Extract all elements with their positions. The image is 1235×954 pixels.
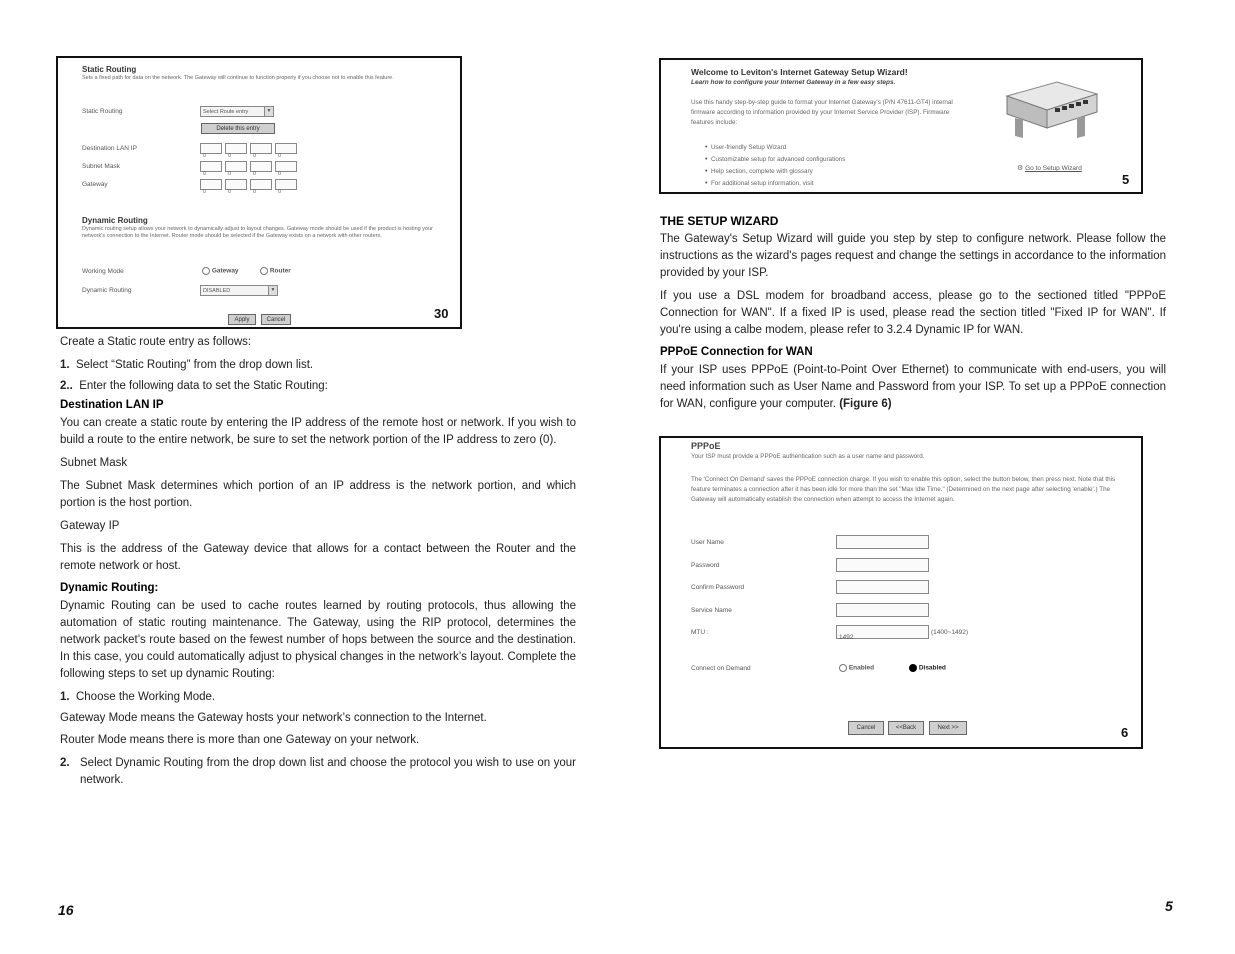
- gateway-label: Gateway: [82, 181, 108, 188]
- dynamic-routing-desc: Dynamic routing setup allows your network to dynamically adjust to layout changes. Gateway mode should be used if the product is hosting your network's connection to the Internet. Router mode should be selected if the Gateway exists on a network with other routers.: [82, 226, 433, 239]
- left-step-1: [60, 357, 576, 374]
- dynamic-routing-text: Dynamic Routing can be used to cache routes learned by routing protocols, thus allowing the automation of static routing maintenance. The Gateway, using the RIP protocol, determines the network packet’s route based on the fewest number of hops between the source and the destination. In this case, you could automatically adjust to physical changes in the network’s layout. Complete the following steps to set up dynamic Routing:: [60, 600, 576, 680]
- gateway-octet-2[interactable]: 0: [225, 179, 247, 190]
- step-number: 2..: [60, 380, 73, 392]
- next-button[interactable]: Next >>: [929, 721, 967, 735]
- setup-wizard-p2: If you use a DSL modem for broadband access, please go to the sectioned titled "PPPoE Connection for WAN". If a fixed IP is used, please read the section titled "Fixed IP for WAN". If you're using a calbe modem, please refer to 3.2.4 Dynamic IP for WAN.: [660, 290, 1166, 336]
- password-label: Password: [691, 562, 720, 569]
- wizard-bullet-2: • Customizable setup for advanced configurations: [705, 156, 846, 163]
- static-routing-select[interactable]: Select Route entry ▼: [200, 106, 274, 117]
- password-input[interactable]: [836, 558, 929, 572]
- dynamic-routing-label: Dynamic Routing: [82, 287, 132, 294]
- subnet-mask-heading: Subnet Mask: [60, 457, 128, 469]
- gateway-radio[interactable]: Gateway: [202, 267, 239, 275]
- wizard-bullet-3: • Help section, complete with glossary: [705, 168, 813, 175]
- dynamic-routing-heading: Dynamic Routing:: [60, 582, 159, 594]
- destination-text: You can create a static route by entering the IP address of the remote host or network. If you wish to build a route to the entire network, be sure to set the network portion of the IP address to zero (0).: [60, 417, 576, 446]
- static-routing-title: Static Routing: [82, 65, 137, 74]
- step-text: Enter the following data to set the Static Routing:: [79, 380, 328, 392]
- pppoe-text: If your ISP uses PPPoE (Point-to-Point Over Ethernet) to communicate with end-users, you will need information such as User Name and Password from your ISP. To set up a PPPoE connection for WAN, configure your computer. (Figure 6): [660, 364, 1166, 410]
- pppoe-title: PPPoE: [691, 441, 721, 451]
- step-text: Select “Static Routing” from the drop down list.: [75, 359, 314, 371]
- dynamic-routing-title: Dynamic Routing: [82, 216, 148, 225]
- left-intro: Create a Static route entry as follows:: [60, 336, 252, 348]
- mask-octet-2[interactable]: 0: [225, 161, 247, 172]
- figure-6-screenshot: [659, 436, 1143, 749]
- figure-5-screenshot: [659, 58, 1143, 194]
- mask-octet-3[interactable]: 0: [250, 161, 272, 172]
- pppoe-desc-1: Your ISP must provide a PPPoE authentication such as a user name and password.: [691, 453, 925, 460]
- subnet-mask-label: Subnet Mask: [82, 163, 120, 170]
- dynamic-routing-select[interactable]: DISABLED ▼: [200, 285, 278, 296]
- dest-ip-octet-4[interactable]: 0: [275, 143, 297, 154]
- dyn-step-1: [60, 689, 576, 706]
- confirm-password-label: Confirm Password: [691, 584, 745, 591]
- dyn-step-2: [60, 755, 576, 789]
- back-button[interactable]: <<Back: [888, 721, 924, 735]
- working-mode-label: Working Mode: [82, 268, 124, 275]
- figure-30-screenshot: [56, 56, 462, 329]
- chevron-down-icon: ▼: [268, 286, 277, 295]
- page-number-right: 5: [1165, 898, 1173, 914]
- pppoe-desc-2: The 'Connect On Demand' saves the PPPoE connection charge. If you wish to enable this option, select the button below, then press next. Note that this feature terminates a connection after it has been idle for more than the set "Max Idle Time." (Determined on the next page after selecting 'enable'.) The Gateway will automatically establish the connection when attempt to access the Internet again.: [691, 476, 1116, 503]
- router-radio[interactable]: Router: [260, 267, 291, 275]
- destination-lan-ip-label: Destination LAN IP: [82, 145, 137, 152]
- setup-wizard-link[interactable]: ⚙ Go to Setup Wizard: [1017, 165, 1082, 172]
- setup-wizard-p1: The Gateway's Setup Wizard will guide you step by step to configure network. Please follow the instructions as the wizard's pages request and change the settings in accordance to the information provided by your ISP.: [660, 233, 1166, 279]
- mtu-input[interactable]: 1492: [836, 625, 929, 639]
- apply-button[interactable]: Apply: [228, 314, 256, 325]
- static-routing-label: Static Routing: [82, 108, 123, 115]
- dest-ip-octet-1[interactable]: 0: [200, 143, 222, 154]
- user-name-input[interactable]: [836, 535, 929, 549]
- step-text: Choose the Working Mode.: [75, 691, 216, 703]
- step-number: 1.: [60, 691, 70, 703]
- radio-icon: [260, 267, 268, 275]
- step-number: 1.: [60, 359, 70, 371]
- service-name-input[interactable]: [836, 603, 929, 617]
- figure-reference: (Figure 6): [839, 398, 892, 410]
- static-routing-desc: Sets a fixed path for data on the network. The Gateway will continue to function properly if you choose not to enable this feature.: [82, 75, 394, 81]
- router-mode-text: Router Mode means there is more than one Gateway on your network.: [60, 734, 420, 746]
- subnet-mask-text: The Subnet Mask determines which portion of an IP address is the network portion, and which portion is the host portion.: [60, 480, 576, 509]
- page-number-left: 16: [58, 902, 74, 918]
- wizard-bullet-4: • For additional setup information, visit: [705, 180, 814, 187]
- wizard-subtitle: Learn how to configure your Internet Gateway in a few easy steps.: [691, 79, 896, 86]
- figure-number: 30: [434, 306, 449, 321]
- mtu-range: (1400~1492): [931, 629, 969, 636]
- gateway-octet-1[interactable]: 0: [200, 179, 222, 190]
- user-name-label: User Name: [691, 539, 724, 546]
- gateway-mode-text: Gateway Mode means the Gateway hosts your network’s connection to the Internet.: [60, 712, 487, 724]
- radio-icon: [839, 664, 847, 672]
- dest-ip-octet-2[interactable]: 0: [225, 143, 247, 154]
- step-number: 2.: [60, 757, 70, 769]
- connect-on-demand-label: Connect on Demand: [691, 665, 751, 672]
- figure-number: 6: [1121, 725, 1129, 740]
- step-text: Select Dynamic Routing from the drop down list and choose the protocol you wish to use on your network.: [80, 757, 576, 786]
- confirm-password-input[interactable]: [836, 580, 929, 594]
- left-step-2: [60, 378, 576, 395]
- cancel-button[interactable]: Cancel: [261, 314, 291, 325]
- chevron-down-icon: ▼: [264, 107, 273, 116]
- gear-icon: ⚙: [1017, 165, 1024, 172]
- gateway-octet-3[interactable]: 0: [250, 179, 272, 190]
- mtu-label: MTU :: [691, 629, 709, 636]
- wizard-desc: Use this handy step-by-step guide to format your Internet Gateway's (P/N 47611-GT4) internal firmware according to information provided by your Internet Service Provider (ISP). Firmware features include:: [691, 99, 953, 126]
- service-name-label: Service Name: [691, 607, 732, 614]
- gateway-device-image: [997, 68, 1107, 148]
- wizard-title: Welcome to Leviton's Internet Gateway Setup Wizard!: [691, 67, 908, 77]
- gateway-ip-heading: Gateway IP: [60, 520, 120, 532]
- enabled-radio[interactable]: Enabled: [839, 664, 874, 672]
- disabled-radio[interactable]: Disabled: [909, 664, 946, 672]
- cancel-button[interactable]: Cancel: [848, 721, 884, 735]
- pppoe-heading: PPPoE Connection for WAN: [660, 346, 813, 358]
- mask-octet-1[interactable]: 0: [200, 161, 222, 172]
- delete-entry-button[interactable]: Delete this entry: [201, 123, 275, 134]
- gateway-octet-4[interactable]: 0: [275, 179, 297, 190]
- figure-number: 5: [1122, 172, 1130, 187]
- wizard-bullet-1: • User-friendly Setup Wizard: [705, 144, 787, 151]
- dest-ip-octet-3[interactable]: 0: [250, 143, 272, 154]
- radio-icon: [202, 267, 210, 275]
- setup-wizard-heading: THE SETUP WIZARD: [660, 214, 779, 228]
- radio-selected-icon: [909, 664, 917, 672]
- destination-heading: Destination LAN IP: [60, 399, 164, 411]
- mask-octet-4[interactable]: 0: [275, 161, 297, 172]
- gateway-ip-text: This is the address of the Gateway device that allows for a contact between the Router and the remote network or host.: [60, 543, 576, 572]
